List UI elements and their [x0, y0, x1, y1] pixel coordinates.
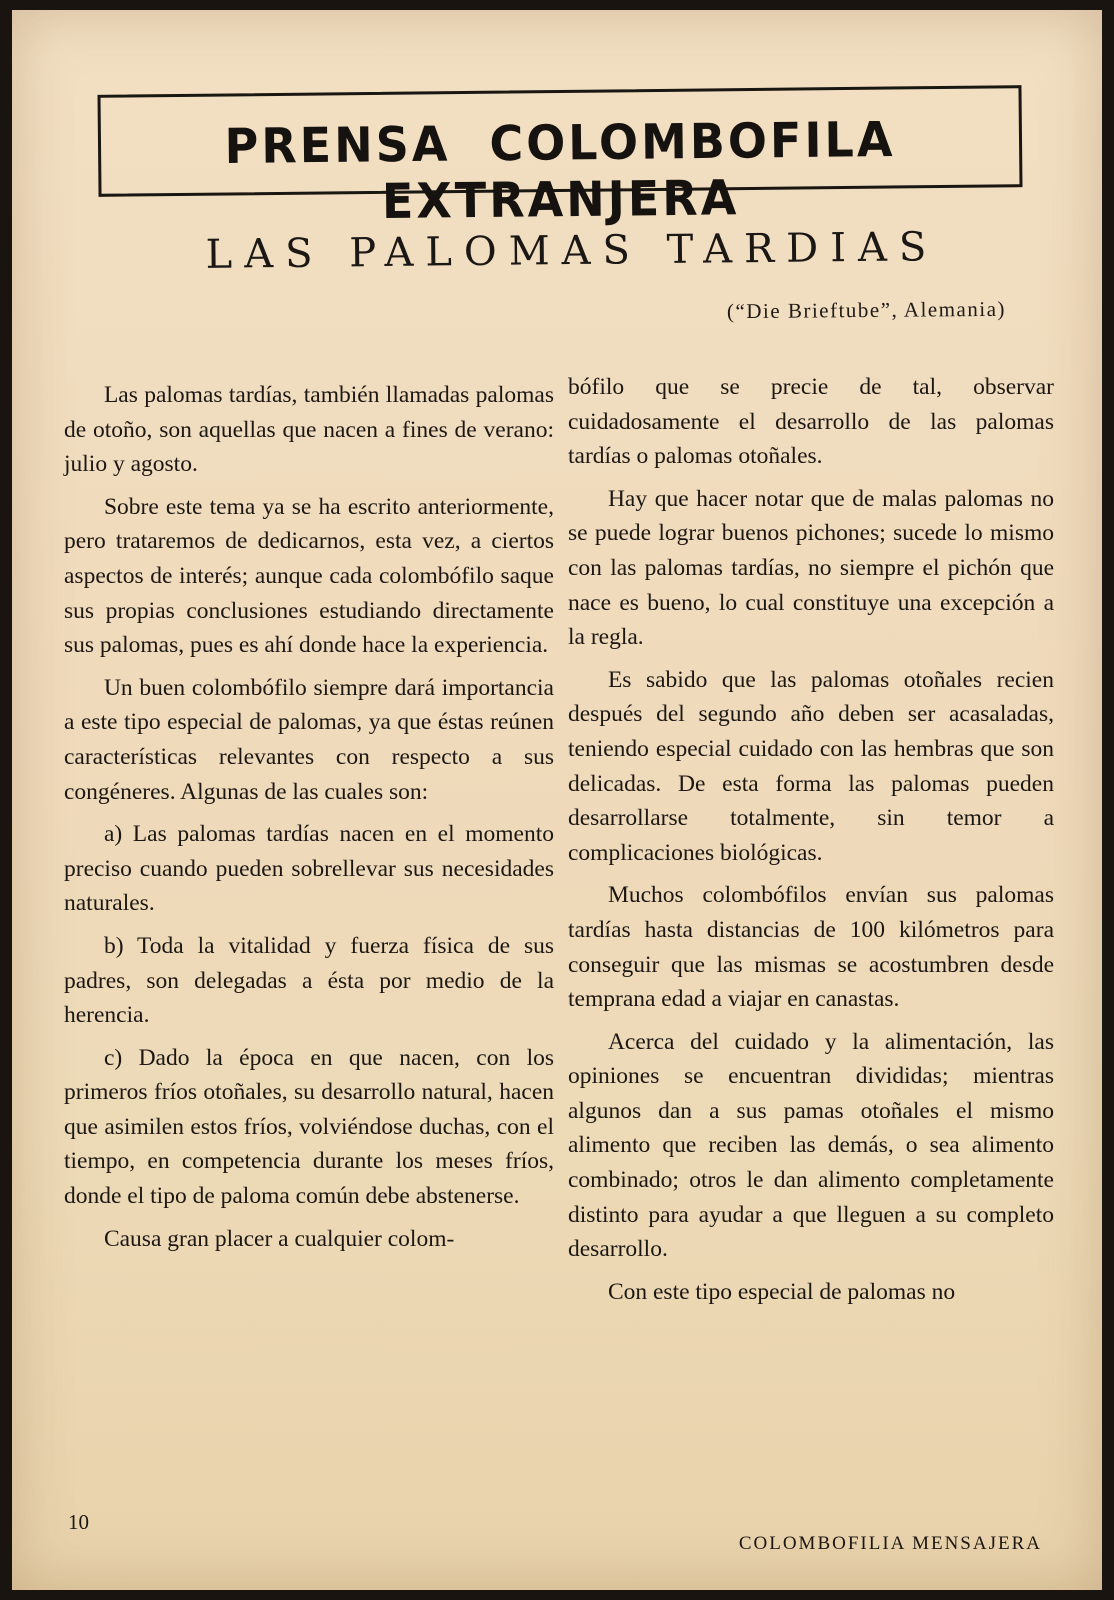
paragraph: Es sabido que las palomas otoñales recien después del segundo año deben ser acasaladas, teniendo especial cuidado con las hembras que son delicadas. De esta forma las palomas pueden desarrollarse totalmente, sin temor a complicaciones biológicas.: [568, 666, 1054, 866]
left-column: [64, 378, 554, 1256]
paragraph: Muchos colombófilos envían sus palomas tardías hasta distancias de 100 kilómetros para conseguir que las mismas se acostumbren desde temprana edad a viajar en canastas.: [568, 882, 1054, 1013]
article-title: LAS PALOMAS TARDIAS: [205, 224, 939, 278]
list-item-b: b) Toda la vitalidad y fuerza física de sus padres, son delegadas a ésta por medio de la herencia.: [64, 932, 554, 1029]
list-item-a: a) Las palomas tardías nacen en el momento preciso cuando pueden sobrellevar sus necesidades naturales.: [64, 821, 554, 917]
section-title: PRENSA COLOMBOFILA EXTRANJERA: [224, 110, 896, 230]
paragraph: Sobre este tema ya se ha escrito anteriormente, pero trataremos de dedicarnos, esta vez, a ciertos aspectos de interés; aunque cada colombófilo saque sus propias conclusiones estudiando directamente sus palomas, pues es ahí donde hace la experiencia.: [64, 493, 554, 659]
magazine-name: COLOMBOFILIA MENSAJERA: [738, 1533, 1042, 1554]
list-item-c: c) Dado la época en que nacen, con los primeros fríos otoñales, su desarrollo natural, hacen que asimilen estos fríos, volviéndose duchas, con el tiempo, en competencia durante los meses fríos, donde el tipo de paloma común debe abstenerse.: [64, 1044, 554, 1210]
paragraph: Un buen colombófilo siempre dará importancia a este tipo especial de palomas, ya que éstas reúnen características relevantes con respecto a sus congéneres. Algunas de las cuales son:: [64, 674, 554, 805]
paragraph: Causa gran placer a cualquier colom-: [103, 1225, 455, 1252]
paragraph: Las palomas tardías, también llamadas palomas de otoño, son aquellas que nacen a fines de verano: julio y agosto.: [64, 382, 554, 478]
section-header-box: [97, 85, 1022, 230]
paragraph: Hay que hacer notar que de malas palomas no se puede lograr buenos pichones; sucede lo mismo con las palomas tardías, no siempre el pichón que nace es bueno, lo cual constituye una excepción a la regla.: [568, 485, 1054, 651]
paragraph-continuation: bófilo que se precie de tal, observar cuidadosamente el desarrollo de las palomas tardías o palomas otoñales.: [568, 374, 1054, 470]
right-column: [568, 370, 1054, 1309]
magazine-page: [12, 10, 1102, 1590]
page-number: 10: [68, 1510, 89, 1534]
paragraph: Con este tipo especial de palomas no: [607, 1278, 956, 1305]
article-source: (“Die Brieftube”, Alemania): [726, 296, 1007, 324]
paragraph: Acerca del cuidado y la alimentación, las opiniones se encuentran divididas; mientras algunos dan a sus pamas otoñales el mismo alimento que reciben las demás, o sea alimento combinado; otros le dan alimento completamente distinto para ayudar a que lleguen a su completo desarrollo.: [568, 1028, 1054, 1263]
